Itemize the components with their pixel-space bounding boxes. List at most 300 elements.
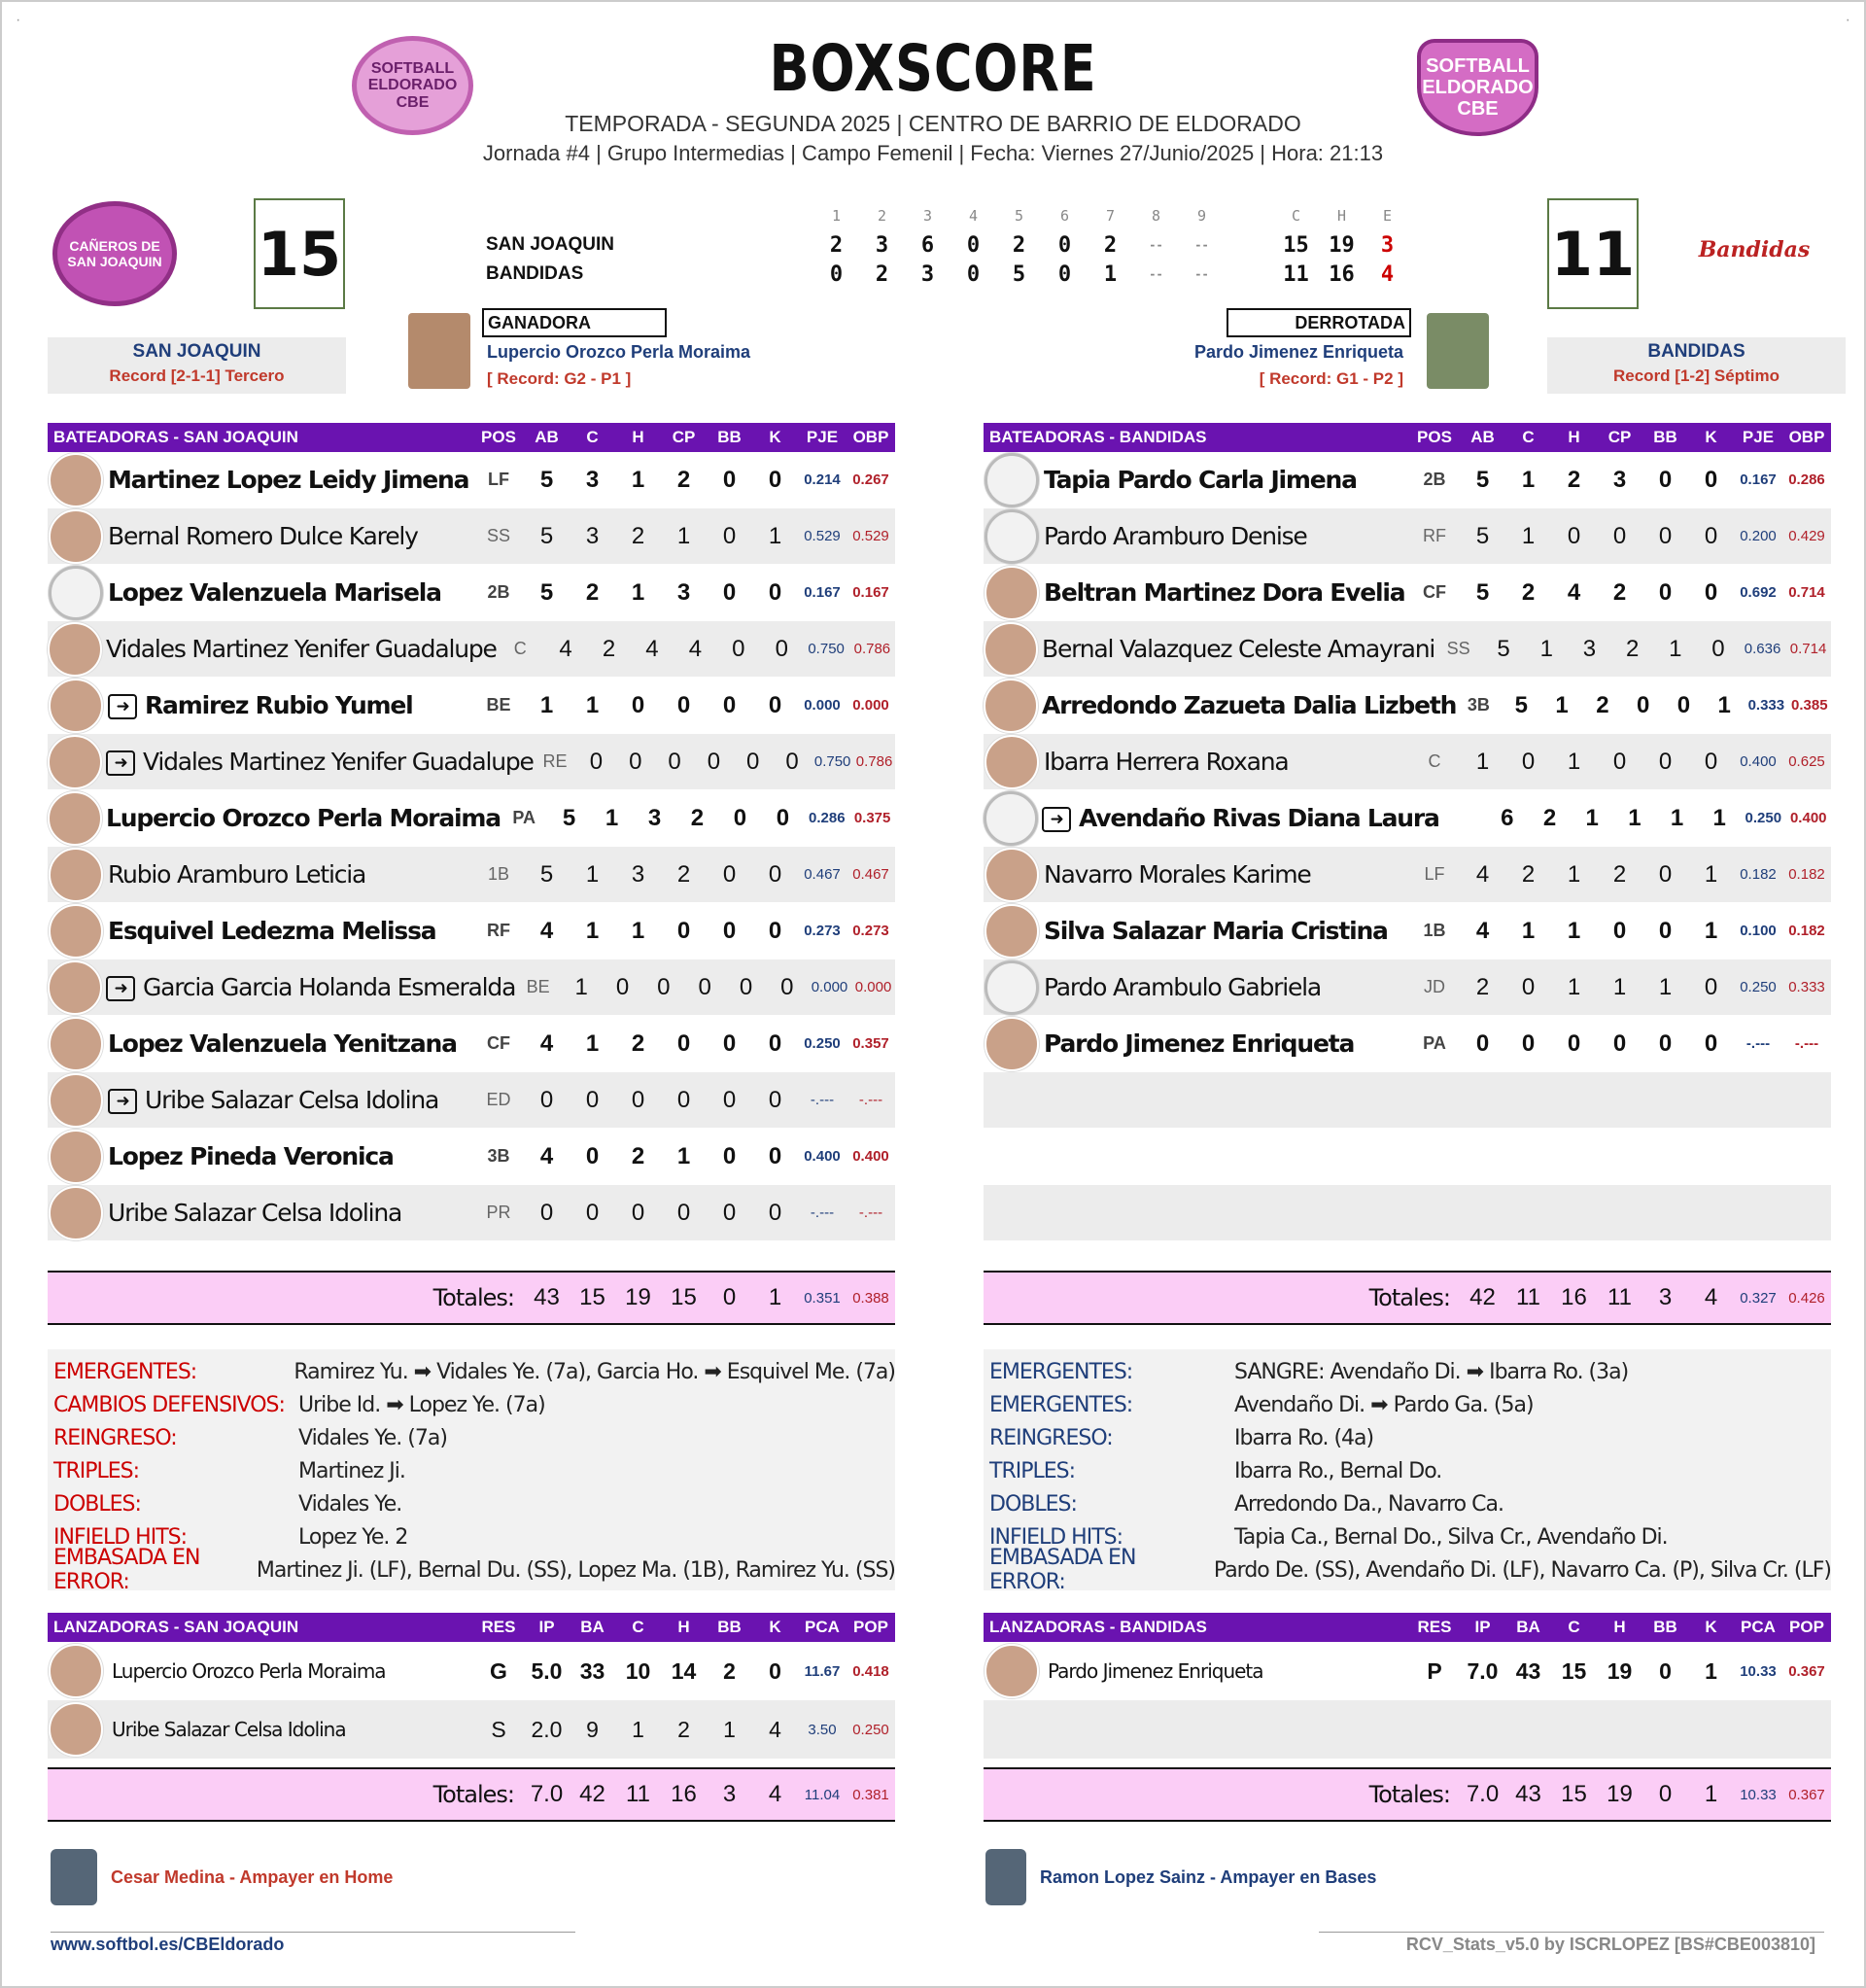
stat-c: 0: [1521, 973, 1536, 1000]
column-header-res: RES: [1417, 1618, 1452, 1636]
note-label: INFIELD HITS:: [53, 1524, 188, 1550]
stat-bb: 0: [732, 635, 745, 662]
total-ip: 7.0: [1466, 1781, 1500, 1807]
player-name: Pardo Jimenez Enriqueta: [1044, 1029, 1355, 1058]
stat-h: 0: [668, 748, 681, 775]
batting-header: [48, 423, 895, 452]
player-position: C: [1428, 751, 1441, 771]
player-avatar: [48, 903, 104, 959]
stat-pje: 0.750: [813, 753, 851, 770]
stat-cp: 0: [1636, 691, 1650, 718]
pitcher-name: Pardo Jimenez Enriqueta: [1048, 1659, 1263, 1683]
stat-h: 2: [677, 1716, 690, 1742]
stat-ab: 5: [539, 578, 554, 606]
stat-h: 2: [631, 1029, 645, 1057]
stat-k: 0: [1704, 466, 1718, 493]
batter-row: [984, 847, 1831, 903]
pitching-totals-away: [984, 1767, 1831, 1822]
pitching-table-home: [48, 1613, 895, 1759]
winner-record: [ Record: G2 - P1 ]: [487, 369, 632, 388]
stat-cp: 3: [1612, 466, 1627, 493]
column-header-bb: BB: [1653, 1618, 1677, 1636]
total-pop: 0.367: [1788, 1786, 1825, 1803]
player-name: Rubio Aramburo Leticia: [108, 860, 366, 889]
stat-ab: 0: [539, 1199, 554, 1226]
batting-table-away: [984, 423, 1831, 1241]
linescore-header: 1 2 3 4 5 6 7 8 9 C H E: [831, 207, 1393, 225]
game-info-line: Jornada #4 | Grupo Intermedias | Campo Femenil | Fecha: Viernes 27/Junio/2025 | Hora: 21:13: [482, 141, 1384, 165]
player-name: Ibarra Herrera Roxana: [1044, 748, 1289, 776]
stat-pje: 0.250: [804, 1035, 841, 1052]
note-value: Ibarra Ro. (4a): [1234, 1425, 1374, 1450]
stat-bb: 0: [722, 860, 737, 888]
column-header-pop: POP: [1789, 1618, 1824, 1636]
stat-obp: 0.467: [852, 866, 889, 883]
stat-obp: -.---: [858, 1092, 883, 1108]
stat-bb: 0: [1658, 860, 1673, 888]
player-name: Bernal Romero Dulce Karely: [108, 522, 418, 550]
note-value: Martinez Ji.: [298, 1458, 405, 1483]
substitute-arrow-icon: ➜: [108, 694, 137, 719]
stat-pop: 0.418: [852, 1662, 889, 1680]
stat-h: 3: [647, 804, 662, 831]
stat-k: 0: [768, 466, 782, 493]
column-header-h: H: [1613, 1618, 1626, 1636]
totals-label: Totales:: [1368, 1781, 1450, 1808]
column-header-c: C: [632, 1618, 644, 1636]
batter-row: [984, 452, 1831, 508]
note-value: Pardo De. (SS), Avendaño Di. (LF), Navarro Ca. (P), Silva Cr. (LF): [1213, 1557, 1831, 1583]
season-line: TEMPORADA - SEGUNDA 2025 | CENTRO DE BARRIO DE ELDORADO: [565, 111, 1301, 136]
note-row: [984, 1546, 1831, 1594]
loser-name: Pardo Jimenez Enriqueta: [1193, 342, 1403, 362]
total-c: 11: [1516, 1284, 1540, 1310]
stat-k: 0: [768, 578, 782, 606]
league-logo-left: SOFTBALL ELDORADO CBE: [352, 36, 473, 135]
player-position: 2B: [487, 582, 510, 602]
stat-c: 2: [585, 578, 600, 606]
stat-cp: 2: [676, 860, 691, 888]
stat-obp: 0.625: [1788, 753, 1825, 770]
total-ab: 43: [534, 1284, 560, 1310]
player-avatar: [48, 1701, 104, 1758]
stat-res: G: [490, 1657, 507, 1684]
player-name: ➜ Ramirez Rubio Yumel: [104, 691, 473, 719]
stat-ab: 5: [539, 860, 554, 888]
player-avatar: [48, 790, 102, 847]
loser-record: [ Record: G1 - P2 ]: [1259, 369, 1403, 388]
note-row: [984, 1355, 1831, 1388]
stat-cp: 2: [1625, 635, 1640, 662]
stat-k: 0: [775, 635, 788, 662]
batting-header-title: BATEADORAS - SAN JOAQUIN: [53, 428, 298, 446]
batter-row: [984, 621, 1831, 678]
column-header-k: K: [1705, 428, 1717, 446]
bases-umpire: Ramon Lopez Sainz - Ampayer en Bases: [985, 1849, 1376, 1905]
stat-cp: 1: [1612, 973, 1627, 1000]
column-header-k: K: [769, 1618, 781, 1636]
stat-c: 15: [1561, 1657, 1587, 1684]
stat-c: 1: [605, 804, 619, 831]
stat-pje: 0.636: [1744, 641, 1781, 657]
stat-obp: 0.714: [1788, 584, 1825, 601]
stat-bb: 0: [1658, 522, 1673, 549]
linescore: [478, 201, 1410, 289]
stat-k: 0: [1711, 635, 1725, 662]
pitching-table-away: [984, 1613, 1831, 1759]
player-avatar: [48, 734, 102, 790]
note-value: Vidales Ye. (7a): [298, 1425, 447, 1450]
note-value: Lopez Ye. 2: [298, 1524, 408, 1550]
note-label: EMERGENTES:: [53, 1359, 197, 1384]
player-name: Uribe Salazar Celsa Idolina: [108, 1199, 402, 1227]
column-header-k: K: [769, 428, 781, 446]
stat-bb: 0: [722, 691, 737, 718]
total-c: 15: [579, 1284, 605, 1310]
player-avatar: [984, 452, 1040, 508]
substitute-arrow-icon: ➜: [108, 1089, 137, 1114]
player-name: Lopez Valenzuela Yenitzana: [108, 1029, 457, 1058]
batter-row: [48, 847, 895, 903]
stat-pje: 0.250: [1745, 810, 1782, 826]
stat-k: 1: [1712, 804, 1726, 831]
home-umpire: Cesar Medina - Ampayer en Home: [51, 1849, 393, 1905]
stat-bb: 0: [1658, 466, 1673, 493]
batting-table-home: [48, 423, 895, 1241]
stat-obp: 0.786: [853, 641, 891, 657]
stat-bb: 0: [722, 1086, 737, 1113]
away-team-logo: Bandidas: [1698, 237, 1811, 262]
player-position: SS: [486, 526, 510, 545]
stat-c: 1: [1539, 635, 1553, 662]
player-avatar: [984, 903, 1040, 959]
stat-k: 1: [1705, 1657, 1717, 1684]
total-bb: 3: [722, 1781, 737, 1807]
batter-row: [48, 1016, 895, 1072]
game-notes-away: [984, 1349, 1831, 1594]
stat-pca: 11.67: [804, 1662, 841, 1680]
stat-pje: 0.692: [1740, 584, 1777, 601]
total-h: 16: [1561, 1284, 1587, 1310]
column-header-pca: PCA: [805, 1618, 840, 1636]
stat-h: 1: [631, 578, 645, 606]
total-bb: 0: [722, 1284, 737, 1310]
stat-ab: 5: [562, 804, 576, 831]
stat-cp: 1: [1628, 804, 1641, 831]
stat-ab: 5: [1475, 522, 1490, 549]
pitching-header-title: LANZADORAS - SAN JOAQUIN: [53, 1618, 299, 1636]
stat-k: 0: [768, 917, 782, 944]
stat-k: 0: [1704, 522, 1718, 549]
note-label: INFIELD HITS:: [989, 1524, 1123, 1550]
stat-obp: 0.357: [852, 1035, 889, 1052]
stat-ab: 4: [559, 635, 572, 662]
stat-k: 0: [1704, 748, 1718, 775]
stat-c: 1: [632, 1716, 644, 1742]
batting-header-title: BATEADORAS - BANDIDAS: [989, 428, 1207, 446]
player-name: Pardo Arambulo Gabriela: [1044, 973, 1322, 1001]
column-header-cp: CP: [1607, 428, 1632, 446]
stat-pje: 0.273: [804, 923, 841, 939]
batter-row: [48, 1185, 895, 1241]
note-label: TRIPLES:: [53, 1458, 140, 1483]
stat-pje: 0.214: [804, 471, 841, 488]
stat-c: 1: [585, 1029, 600, 1057]
stat-h: 1: [1585, 804, 1599, 831]
batter-row: [48, 734, 895, 790]
linescore-row-away: BANDIDAS 0 2 3 0 5 0 1 -- -- 11 16 4: [486, 262, 1395, 287]
column-header-pos: POS: [481, 428, 516, 446]
batter-row: [48, 678, 895, 734]
player-position: 1B: [1423, 921, 1446, 940]
winner-label: GANADORA: [482, 308, 667, 337]
stat-ip: 2.0: [531, 1716, 563, 1742]
losing-pitcher-photo: [1427, 313, 1489, 389]
player-avatar: [48, 1185, 104, 1241]
linescore-row-home: SAN JOAQUIN 2 3 6 0 2 0 2 -- -- 15 19 3: [486, 232, 1395, 258]
stat-ip: 7.0: [1467, 1657, 1499, 1684]
player-name: Beltran Martinez Dora Evelia: [1044, 578, 1405, 607]
player-name: ➜ Uribe Salazar Celsa Idolina: [104, 1086, 473, 1114]
player-avatar: [48, 959, 102, 1016]
stat-h: 1: [1567, 973, 1581, 1000]
stat-cp: 1: [676, 1142, 691, 1169]
stat-pje: 0.000: [811, 979, 848, 995]
column-header-k: K: [1705, 1618, 1717, 1636]
totals-label: Totales:: [432, 1781, 514, 1808]
stat-pop: 0.250: [852, 1721, 889, 1738]
empty-row: [984, 1072, 1831, 1129]
away-team-box: BANDIDAS Record [1-2] Séptimo: [1547, 337, 1846, 394]
stat-pje: 0.167: [804, 584, 841, 601]
stat-h: 2: [1567, 466, 1581, 493]
total-k: 4: [768, 1781, 782, 1807]
stat-obp: 0.529: [852, 528, 889, 544]
stat-bb: 0: [722, 1199, 737, 1226]
footer-website-link[interactable]: www.softbol.es/CBEldorado: [51, 1935, 285, 1954]
player-position: 2B: [1423, 470, 1446, 489]
stat-bb: 1: [1658, 973, 1673, 1000]
page-title: BOXSCORE: [769, 31, 1097, 106]
stat-c: 0: [1521, 1029, 1536, 1057]
substitute-arrow-icon: ➜: [106, 750, 135, 776]
player-position: BE: [486, 695, 511, 715]
home-score: 15: [254, 198, 345, 309]
stat-h: 1: [631, 917, 645, 944]
player-name: Pardo Aramburo Denise: [1044, 522, 1307, 550]
column-header-ip: IP: [538, 1618, 555, 1636]
stat-bb: 0: [1658, 748, 1673, 775]
stat-c: 3: [585, 522, 600, 549]
pitching-header-title: LANZADORAS - BANDIDAS: [989, 1618, 1207, 1636]
player-position: C: [513, 639, 527, 658]
stat-obp: 0.000: [854, 979, 892, 995]
total-bb: 0: [1658, 1781, 1673, 1807]
player-position: CF: [487, 1033, 510, 1053]
stat-cp: 0: [676, 1086, 691, 1113]
stat-c: 2: [602, 635, 616, 662]
total-k: 1: [1704, 1781, 1718, 1807]
stat-h: 0: [1567, 1029, 1581, 1057]
stat-pje: 0.400: [1740, 753, 1777, 770]
note-label: TRIPLES:: [989, 1458, 1076, 1483]
total-pca: 10.33: [1740, 1786, 1777, 1803]
stat-h: 1: [1567, 917, 1581, 944]
stat-obp: 0.714: [1789, 641, 1827, 657]
stat-obp: 0.267: [852, 471, 889, 488]
total-ba: 42: [579, 1781, 605, 1807]
stat-bb: 1: [1670, 804, 1684, 831]
total-h: 19: [1607, 1781, 1633, 1807]
stat-k: 0: [768, 691, 782, 718]
stat-pop: 0.367: [1788, 1662, 1825, 1680]
stat-pca: 10.33: [1740, 1662, 1777, 1680]
stat-cp: 1: [676, 522, 691, 549]
player-name: ➜ Avendaño Rivas Diana Laura: [1038, 804, 1439, 832]
stat-cp: 0: [1612, 917, 1627, 944]
player-avatar: [48, 452, 104, 508]
player-avatar: [48, 847, 104, 903]
note-value: Ramirez Yu. ➡ Vidales Ye. (7a), Garcia Ho. ➡ Esquivel Me. (7a): [294, 1359, 895, 1384]
stat-bb: 0: [722, 466, 737, 493]
stat-cp: 4: [688, 635, 703, 662]
game-notes-home: [48, 1349, 895, 1594]
total-cp: 11: [1607, 1284, 1632, 1310]
batter-row: [48, 1129, 895, 1185]
total-obp: 0.388: [852, 1289, 889, 1307]
column-header-c: C: [1522, 428, 1535, 446]
player-position: PR: [486, 1203, 511, 1222]
winning-pitcher-photo: [408, 313, 470, 389]
player-name: Bernal Valazquez Celeste Amayrani: [1042, 635, 1435, 663]
column-header-pje: PJE: [1742, 428, 1775, 446]
stat-ab: 5: [1514, 691, 1528, 718]
stat-ab: 4: [539, 1029, 554, 1057]
stat-c: 2: [1521, 860, 1536, 888]
stat-obp: 0.400: [852, 1148, 889, 1165]
stat-k: 1: [768, 522, 782, 549]
batter-row: [48, 452, 895, 508]
stat-cp: 2: [1612, 578, 1627, 606]
note-label: CAMBIOS DEFENSIVOS:: [53, 1392, 285, 1417]
stat-ab: 4: [1475, 860, 1490, 888]
stat-k: 0: [768, 860, 782, 888]
stat-pje: 0.000: [804, 697, 841, 714]
stat-cp: 0: [676, 691, 691, 718]
note-row: [48, 1487, 895, 1520]
stat-k: 0: [1704, 578, 1718, 606]
stat-obp: 0.400: [1789, 810, 1827, 826]
stat-bb: 0: [722, 522, 737, 549]
note-row: [48, 1454, 895, 1487]
umpire-photo: [985, 1849, 1026, 1905]
total-h: 16: [671, 1781, 697, 1807]
player-avatar: [48, 1016, 104, 1072]
player-position: PA: [512, 808, 536, 827]
stat-h: 0: [1567, 522, 1581, 549]
note-label: EMBASADA EN ERROR:: [53, 1546, 200, 1594]
batter-row: [48, 959, 895, 1016]
stat-obp: 0.273: [852, 923, 889, 939]
note-row: [48, 1421, 895, 1454]
stat-obp: -.---: [858, 1204, 883, 1221]
stat-ba: 9: [586, 1716, 599, 1742]
stat-pje: 0.100: [1740, 923, 1777, 939]
note-row: [984, 1421, 1831, 1454]
note-value: Vidales Ye.: [298, 1491, 402, 1517]
stat-bb: 0: [739, 973, 753, 1000]
stat-bb: 0: [722, 1029, 737, 1057]
note-value: SANGRE: Avendaño Di. ➡ Ibarra Ro. (3a): [1234, 1359, 1629, 1384]
stat-pje: 0.200: [1740, 528, 1777, 544]
player-avatar: [984, 959, 1040, 1016]
batter-row: [984, 1016, 1831, 1072]
batter-row: [984, 790, 1831, 847]
stat-k: 0: [769, 1657, 781, 1684]
stat-cp: 3: [676, 578, 691, 606]
substitute-arrow-icon: ➜: [1042, 807, 1071, 832]
stat-obp: 0.286: [1788, 471, 1825, 488]
stat-ab: 2: [1475, 973, 1490, 1000]
column-header-h: H: [632, 428, 644, 446]
stat-cp: 0: [676, 1029, 691, 1057]
batter-row: [48, 903, 895, 959]
total-pca: 11.04: [804, 1786, 841, 1803]
batter-row: [984, 734, 1831, 790]
stat-h: 2: [631, 522, 645, 549]
stat-h: 2: [1596, 691, 1609, 718]
note-value: Ibarra Ro., Bernal Do.: [1234, 1458, 1442, 1483]
footer-divider: [51, 1932, 575, 1933]
stat-cp: 0: [1612, 522, 1627, 549]
stat-obp: 0.000: [852, 697, 889, 714]
note-value: Arredondo Da., Navarro Ca.: [1234, 1491, 1503, 1517]
player-position: 3B: [1467, 695, 1490, 715]
away-score: 11: [1547, 198, 1639, 309]
note-label: EMERGENTES:: [989, 1359, 1133, 1384]
total-c: 11: [626, 1781, 650, 1807]
column-header-pca: PCA: [1741, 1618, 1776, 1636]
stat-cp: 0: [698, 973, 711, 1000]
player-position: JD: [1424, 977, 1445, 996]
stat-bb: 0: [722, 917, 737, 944]
stat-k: 0: [1704, 973, 1718, 1000]
stat-obp: 0.429: [1788, 528, 1825, 544]
stat-res: P: [1427, 1657, 1442, 1684]
player-avatar: [48, 565, 104, 621]
umpire-photo: [51, 1849, 97, 1905]
total-h: 19: [625, 1284, 651, 1310]
batter-row: [48, 1072, 895, 1129]
stat-c: 1: [585, 917, 600, 944]
stat-ab: 0: [589, 748, 604, 775]
stat-obp: 0.333: [1788, 979, 1825, 995]
column-header-ba: BA: [1516, 1618, 1540, 1636]
stat-ab: 1: [1475, 748, 1490, 775]
player-avatar: [984, 734, 1040, 790]
player-name: Tapia Pardo Carla Jimena: [1044, 466, 1357, 494]
player-name: Esquivel Ledezma Melissa: [108, 917, 436, 945]
column-header-ab: AB: [535, 428, 559, 446]
stat-ab: 4: [539, 1142, 554, 1169]
stat-c: 3: [585, 466, 600, 493]
pitcher-name: Lupercio Orozco Perla Moraima: [112, 1659, 386, 1683]
stat-bb: 0: [1658, 578, 1673, 606]
stat-bb: 0: [733, 804, 747, 831]
stat-h: 14: [671, 1657, 697, 1684]
corner-mark: ·: [1845, 12, 1850, 28]
batter-row: [984, 678, 1831, 734]
